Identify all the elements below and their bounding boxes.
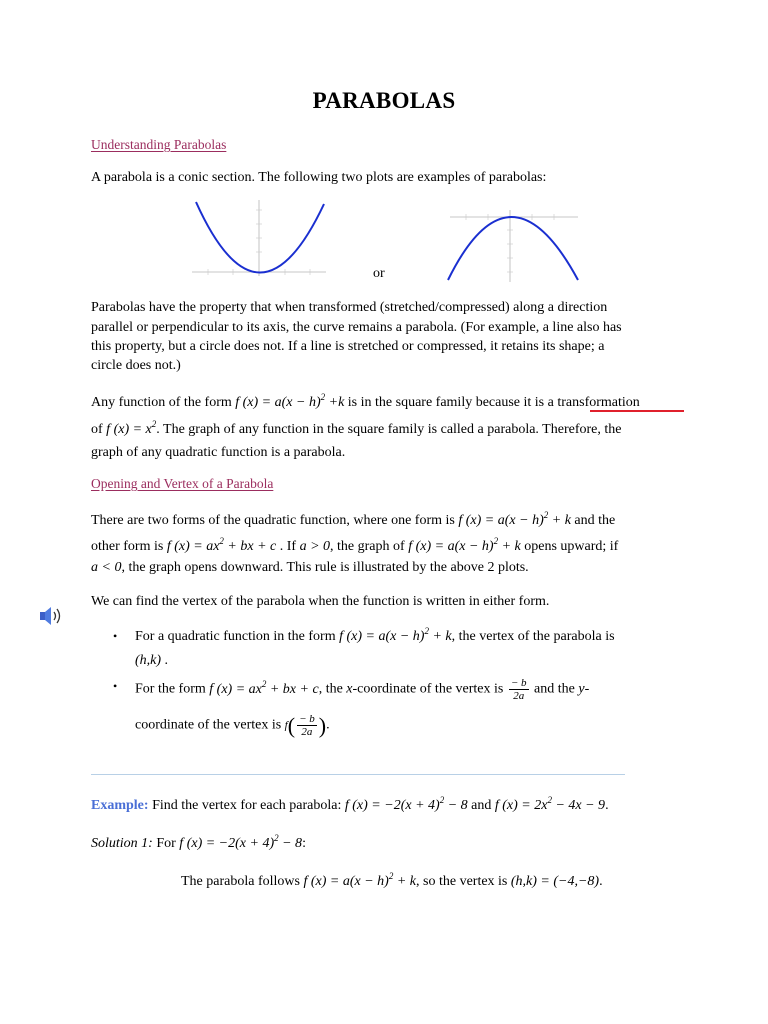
spelling-underline: [590, 410, 684, 412]
square-family-text-c: of: [91, 422, 107, 437]
f-of-neg-b-over-2a: $\frac{- b}{2a}$: [299, 713, 315, 738]
intro-paragraph: A parabola is a conic section. The following two plots are examples of parabolas:: [91, 170, 547, 185]
section-divider: [91, 774, 625, 775]
bullet-1-line-2: (h,k) .: [135, 653, 169, 668]
downward-parabola-curve: [448, 217, 578, 280]
bullet-marker-1: •: [113, 629, 118, 643]
bullet-2-line-1: For the form f $(x) = ax^2$ + bx + c, the x-coordinate of the vertex is $\frac{- b}{2a}$ and the y-: [135, 677, 590, 702]
square-family-text-a: Any function of the form: [91, 395, 236, 410]
heading-opening-and-vertex: Opening and Vertex of a Parabola: [91, 476, 274, 491]
square-family-text-d: . The graph of any function in the square family is called a parabola. Therefore, the: [156, 422, 622, 437]
example-label: Example:: [91, 798, 149, 813]
square-family-line-2: of f $(x) = x^2$. The graph of any function in the square family is called a parabola. Therefore, the: [91, 419, 622, 437]
bullet-2-text-f: coordinate of the vertex is: [135, 717, 285, 733]
forms-line-3: a < 0, the graph opens downward. This rule is illustrated by the above 2 plots.: [91, 560, 529, 575]
vertex-result-text-c: .: [599, 874, 603, 889]
downward-parabola-plot: [446, 208, 582, 284]
forms-text-f: opens upward; if: [520, 539, 619, 554]
forms-line-1: There are two forms of the quadratic function, where one form is f $(x) = a(x - h)^2 + k$ and the: [91, 510, 616, 528]
bullet-2-text-c: -coordinate of the vertex is: [352, 681, 507, 697]
speaker-icon[interactable]: [38, 604, 64, 628]
bullet-2-line-2: coordinate of the vertex is f( $\frac{- b}{2a}$ ).: [135, 712, 330, 738]
forms-text-a: There are two forms of the quadratic function, where one form is: [91, 513, 459, 528]
vertex-result-text-b: , so the vertex is: [416, 874, 511, 889]
property-line-1: Parabolas have the property that when transformed (stretched/compressed) along a direction: [91, 300, 608, 315]
bullet-1-text-c: .: [164, 653, 169, 668]
upward-parabola-plot: [188, 196, 330, 282]
heading-understanding-parabolas: Understanding Parabolas: [91, 137, 227, 152]
forms-text-g: , the graph opens downward. This rule is illustrated by the above 2 plots.: [121, 560, 529, 575]
square-family-text-b: is in the square family because it is a: [344, 395, 558, 410]
example-text-c: .: [605, 798, 609, 813]
bullet-2-text-b: , the: [318, 681, 347, 697]
bullet-1-text-a: For a quadratic function in the form: [135, 629, 340, 644]
bullet-2-text-g: .: [326, 717, 330, 733]
property-line-3: this property, but a circle does not. If a line is stretched or compressed, it retains its shape; a: [91, 339, 605, 354]
forms-line-2: other form is f $(x) = ax^2$ + bx + c . If a > 0, the graph of f $(x) = a(x - h)^2 + k$ opens upward; if: [91, 536, 619, 554]
forms-text-e: , the graph of: [330, 539, 409, 554]
or-label: or: [373, 266, 385, 281]
solution-line: Solution 1: For f $(x) = -2(x + 4)^2 - 8$:: [91, 833, 306, 851]
bullet-2-text-a: For the form: [135, 681, 210, 697]
example-text-b: and: [467, 798, 495, 813]
solution-text-a: For: [152, 836, 180, 851]
neg-b-over-2a: $\frac{- b}{2a}$: [510, 677, 527, 702]
example-line: Example: Find the vertex for each parabola: f $(x) = -2(x + 4)^2 - 8$ and f $(x) = 2x^2 - 4x - 9$.: [91, 795, 609, 813]
forms-text-b: and the: [570, 513, 616, 528]
vertex-intro: We can find the vertex of the parabola when the function is written in either form.: [91, 594, 550, 609]
bullet-marker-2: •: [113, 679, 118, 693]
bullet-2-text-d: and the: [530, 681, 579, 697]
upward-parabola-curve: [196, 202, 324, 273]
solution-label: Solution 1:: [91, 836, 153, 851]
vertex-result-text-a: The parabola follows: [181, 874, 304, 889]
bullet-2-text-e: -: [584, 681, 590, 697]
vertex-form-formula: f: [235, 395, 240, 410]
square-family-line-3: graph of any quadratic function is a parabola.: [91, 445, 346, 460]
property-line-4: circle does not.): [91, 358, 181, 373]
property-line-2: parallel or perpendicular to its axis, the curve remains a parabola. (For example, a line also has: [91, 320, 622, 335]
transformation-link[interactable]: transformation: [557, 395, 640, 410]
square-function-formula: f: [106, 422, 111, 437]
bullet-1-line-1: For a quadratic function in the form f $(x) = a(x - h)^2 + k$, the vertex of the parabola is: [135, 626, 615, 644]
forms-text-c: other form is: [91, 539, 167, 554]
bullet-1-text-b: , the vertex of the parabola is: [451, 629, 615, 644]
example-text-a: Find the vertex for each parabola:: [148, 798, 345, 813]
solution-text-b: :: [302, 836, 306, 851]
page-title: PARABOLAS: [312, 88, 456, 113]
forms-text-d: . If: [276, 539, 300, 554]
square-family-line-1: Any function of the form f $(x) = a(x - h)^2 +k$ is in the square family because it is a transformation: [91, 392, 640, 410]
vertex-result-line: The parabola follows f $(x) = a(x - h)^2 + k$, so the vertex is (h,k) = (−4,−8).: [181, 871, 603, 889]
